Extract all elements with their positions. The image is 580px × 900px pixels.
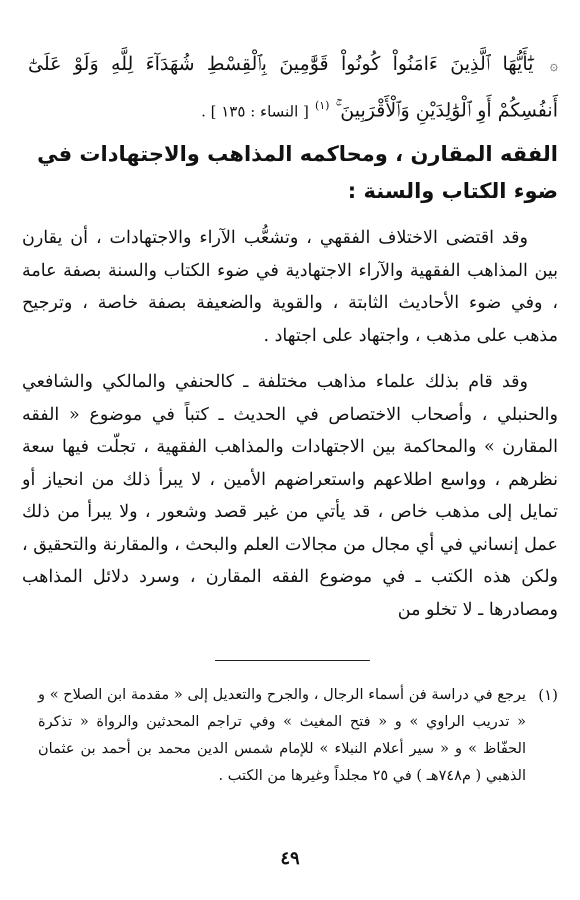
footnote-text: يرجع في دراسة فن أسماء الرجال ، والجرح والتعديل إلى « مقدمة ابن الصلاح » و « تدريب الراوي » و « فتح المغيث » وفي تراجم المحدثين والرواة « تذكرة الحفّاظ » و « سير أعلام النبلاء » للإمام شمس الدين محمد بن أحمد بن عثمان الذهبي ( م٧٤٨هـ ) في ٢٥ مجلداً وغيرها من الكتب . [38,687,526,784]
verse-citation: [ النساء : ١٣٥ ] . [201,102,309,121]
verse-ornament-icon: ۞ [549,58,558,74]
quran-verse [28,44,558,131]
footnote-number: (١) [538,686,558,704]
body-text [22,222,558,626]
paragraph-1: وقد اقتضى الاختلاف الفقهي ، وتشعُّب الآراء والاجتهادات ، أن يقارن بين المذاهب الفقهية والآراء الاجتهادية في ضوء الكتاب والسنة بصفة عامة ، وفي ضوء الأحاديث الثابتة ، والقوية والضعيفة بصفة خاصة ، وترجيح مذهب على مذهب ، واجتهاد على اجتهاد . [22,228,558,346]
paragraph-2: وقد قام بذلك علماء مذاهب مختلفة ـ كالحنفي والمالكي والشافعي والحنبلي ، وأصحاب الاختصاص في الحديث ـ كتباً في موضوع « الفقه المقارن » والمحاكمة بين الاجتهادات والمذاهب الفقهية ، تجلّت فيها سعة نظرهم ، وواسع اطلاعهم واستعراضهم الأمين ، لا يبرأ ذلك من انحياز أو تمايل إلى مذهب خاص ، قد يأتي من غير قصد وشعور ، ولا يبرأ من ذلك عمل إنساني في أي مجال من مجالات العلم والبحث ، والمقارنة والتحقيق ، ولكن هذه الكتب ـ في موضوع الفقه المقارن ، وسرد دلائل المذاهب ومصادرها ـ لا تخلو من [22,372,558,620]
footnote-separator [215,660,370,661]
section-heading: الفقه المقارن ، ومحاكمه المذاهب والاجتهادات في ضوء الكتاب والسنة : [37,142,558,203]
verse-text: يَٰٓأَيُّهَا ٱلَّذِينَ ءَامَنُواْ كُونُواْ قَوَّٰمِينَ بِٱلْقِسْطِ شُهَدَآءَ لِلَّهِ وَلَوْ عَلَىٰٓ أَنفُسِكُمْ أَوِ ٱلْوَٰلِدَيْنِ وَٱلْأَقْرَبِينَ ۚ [28,53,558,122]
page-number: ٤٩ [280,848,300,869]
footnote-reference: (١) [314,99,330,112]
footnote [38,682,558,790]
